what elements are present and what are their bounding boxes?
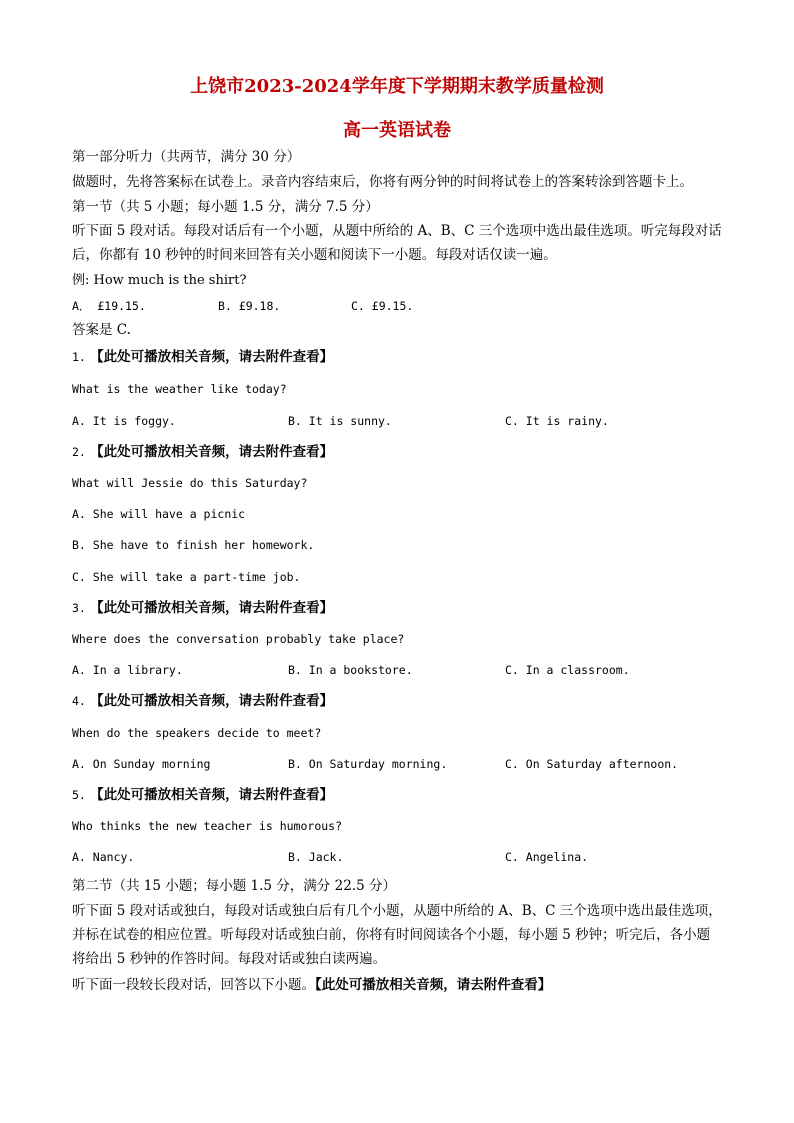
question-number: 5. [72,788,86,802]
question-4-option-a: A. On Sunday morning [72,757,211,771]
question-1-option-b: B. It is sunny. [288,414,392,428]
long-dialogue-instruction: 听下面一段较长段对话，回答以下小题。 [72,977,315,993]
section2-last-line [72,976,551,994]
section2-instructions-line2: 并标在试卷的相应位置。听每段对话或独白前，你将有时间阅读各个小题，每小题 5 秒钟；听完后，各小题 [72,927,711,943]
question-number: 4. [72,694,86,708]
section1-heading: 第一节（共 5 小题；每小题 1.5 分，满分 7.5 分） [72,199,379,215]
question-3-header [72,599,333,617]
example-option-c: C. £9.15. [351,299,414,313]
audio-note: 【此处可播放相关音频，请去附件查看】 [90,787,334,803]
question-3-option-a: A. In a library. [72,663,183,677]
question-number: 3. [72,601,86,615]
exam-title: 上饶市2023-2024学年度下学期期末教学质量检测 [190,76,604,97]
question-1-option-a: A. It is foggy. [72,414,176,428]
part1-instructions: 做题时，先将答案标在试卷上。录音内容结束后，你将有两分钟的时间将试卷上的答案转涂到答题卡上。 [72,174,693,190]
question-number: 2. [72,445,86,459]
section1-instructions-line2: 后，你都有 10 秒钟的时间来回答有关小题和阅读下一小题。每段对话仅读一遍。 [72,247,557,263]
question-4-header [72,692,333,710]
question-3-text: Where does the conversation probably take place? [72,632,405,646]
example-answer: 答案是 C. [72,322,131,338]
section2-instructions-line3: 将给出 5 秒钟的作答时间。每段对话或独白读两遍。 [72,951,387,967]
audio-note: 【此处可播放相关音频，请去附件查看】 [90,444,334,460]
question-5-option-a: A. Nancy. [72,850,135,864]
question-4-text: When do the speakers decide to meet? [72,726,322,740]
example-question: 例: How much is the shirt? [72,273,247,288]
section2-instructions-line1: 听下面 5 段对话或独白，每段对话或独白后有几个小题，从题中所给的 A、B、C 三个选项中选出最佳选项， [72,903,722,919]
question-1-text: What is the weather like today? [72,382,287,396]
audio-note: 【此处可播放相关音频，请去附件查看】 [90,349,334,365]
question-2-option-b: B. She have to finish her homework. [72,538,315,552]
question-2-text: What will Jessie do this Saturday? [72,476,308,490]
question-2-option-c: C. She will take a part-time job. [72,570,301,584]
question-5-text: Who thinks the new teacher is humorous? [72,819,343,833]
question-5-option-c: C. Angelina. [505,850,589,864]
question-3-option-c: C. In a classroom. [505,663,630,677]
example-option-a: A． £19.15. [72,299,146,313]
question-2-header [72,443,333,461]
question-2-option-a: A. She will have a picnic [72,507,246,521]
question-1-header [72,348,333,366]
audio-note: 【此处可播放相关音频，请去附件查看】 [90,600,334,616]
example-option-b: B. £9.18. [218,299,281,313]
section1-instructions-line1: 听下面 5 段对话。每段对话后有一个小题，从题中所给的 A、B、C 三个选项中选出最佳选项。听完每段对话 [72,223,722,239]
question-4-option-c: C. On Saturday afternoon. [505,757,679,771]
section2-heading: 第二节（共 15 小题；每小题 1.5 分，满分 22.5 分） [72,878,396,894]
part1-heading: 第一部分听力（共两节，满分 30 分） [72,149,301,165]
exam-subtitle: 高一英语试卷 [343,120,451,141]
question-number: 1. [72,350,86,364]
question-4-option-b: B. On Saturday morning. [288,757,448,771]
audio-note: 【此处可播放相关音频，请去附件查看】 [90,693,334,709]
audio-note: 【此处可播放相关音频，请去附件查看】 [315,977,552,993]
question-5-option-b: B. Jack. [288,850,344,864]
question-1-option-c: C. It is rainy. [505,414,609,428]
question-5-header [72,786,333,804]
question-3-option-b: B. In a bookstore. [288,663,413,677]
